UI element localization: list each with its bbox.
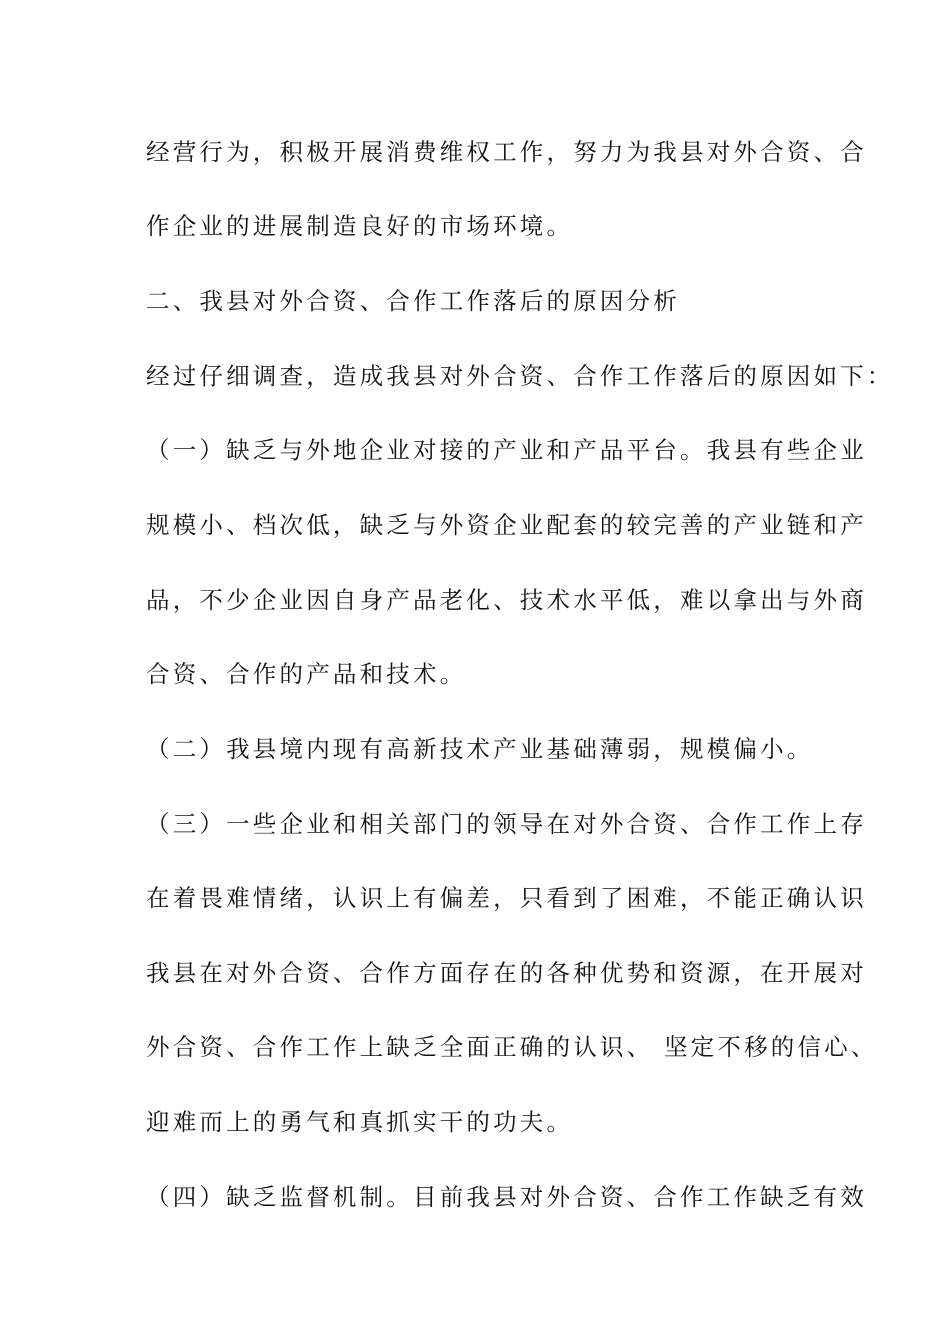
paragraph-line-14: 迎难而上的勇气和真抓实干的功夫。 [146,1108,574,1136]
paragraph-line-1: 经营行为，积极开展消费维权工作，努力为我县对外合资、合 [146,138,867,166]
paragraph-line-11: 在着畏难情绪，认识上有偏差，只看到了困难，不能正确认识 [146,884,867,912]
paragraph-line-5: （一）缺乏与外地企业对接的产业和产品平台。我县有些企业 [146,436,867,464]
paragraph-line-10: （三）一些企业和相关部门的领导在对外合资、合作工作上存 [146,810,867,838]
paragraph-line-6: 规模小、档次低，缺乏与外资企业配套的较完善的产业链和产 [146,511,867,539]
paragraph-line-9: （二）我县境内现有高新技术产业基础薄弱，规模偏小。 [146,735,814,763]
paragraph-line-2: 作企业的进展制造良好的市场环境。 [146,212,574,240]
paragraph-line-12: 我县在对外合资、合作方面存在的各种优势和资源，在开展对 [146,959,867,987]
paragraph-line-15: （四）缺乏监督机制。目前我县对外合资、合作工作缺乏有效 [146,1183,867,1211]
paragraph-line-7: 品，不少企业因自身产品老化、技术水平低，难以拿出与外商 [146,586,867,614]
section-heading: 二、我县对外合资、合作工作落后的原因分析 [146,287,680,315]
paragraph-line-13: 外合资、合作工作上缺乏全面正确的认识、 坚定不移的信心、 [146,1033,878,1061]
paragraph-line-4: 经过仔细调查，造成我县对外合资、合作工作落后的原因如下： [146,362,894,390]
paragraph-line-8: 合资、合作的产品和技术。 [146,660,467,688]
